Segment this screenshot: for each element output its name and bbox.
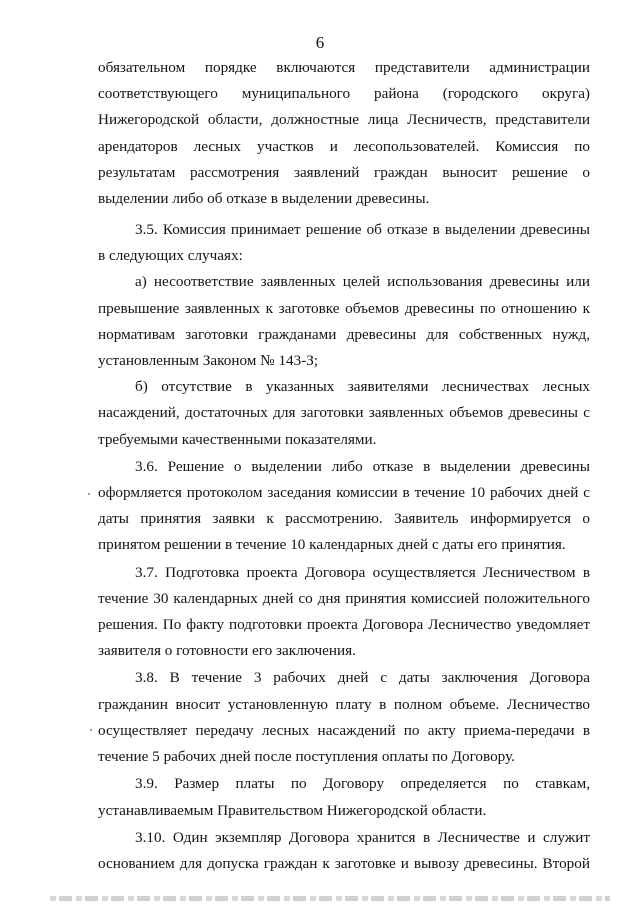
text-line: арендаторов лесных участков и лесопользователей. Комиссия по <box>98 137 590 155</box>
scan-speck <box>90 729 92 731</box>
text-line: основанием для допуска граждан к заготовке и вывозу древесины. Второй <box>98 854 590 872</box>
paragraph-3-7 <box>98 560 590 665</box>
text-line: требуемыми качественными показателями. <box>98 430 377 448</box>
text-line: решения. По факту подготовки проекта Договора Лесничество уведомляет <box>98 616 590 634</box>
text-line: превышение заявленных к заготовке объемов древесины по отношению к <box>98 299 590 317</box>
text-line: Нижегородской области, должностные лица Лесничеств, представители <box>98 111 590 129</box>
text-line: насаждений, достаточных для заготовки заявленных объемов древесины с <box>98 404 590 422</box>
paragraph-3-10 <box>98 825 590 877</box>
text-line: б) отсутствие в указанных заявителями лесничествах лесных <box>135 378 590 396</box>
list-item-b <box>98 374 590 453</box>
list-item-a <box>98 269 590 374</box>
text-line: соответствующего муниципального района (городского округа) <box>98 85 590 103</box>
text-line: 3.9. Размер платы по Договору определяется по ставкам, <box>135 775 590 793</box>
paragraph <box>98 55 590 212</box>
paragraph-3-9 <box>98 771 590 823</box>
text-line: результатам рассмотрения заявлений граждан выносит решение о <box>98 163 590 181</box>
text-line: обязательном порядке включаются представители администрации <box>98 59 590 76</box>
scan-edge-strip <box>50 896 610 901</box>
text-line: принятом решении в течение 10 календарных дней с даты его принятия. <box>98 536 566 554</box>
text-line: в следующих случаях: <box>98 247 243 265</box>
page-number: 6 <box>315 33 325 52</box>
text-line: гражданин вносит установленную плату в полном объеме. Лесничество <box>98 695 590 713</box>
paragraph-3-8 <box>98 665 590 770</box>
text-line: течение 5 рабочих дней после поступления оплаты по Договору. <box>98 748 515 766</box>
text-line: выделении либо об отказе в выделении древесины. <box>98 190 430 208</box>
text-line: 3.7. Подготовка проекта Договора осуществляется Лесничеством в <box>135 563 590 581</box>
text-line: течение 30 календарных дней со дня принятия комиссией положительного <box>98 589 590 607</box>
text-line: нормативам заготовки гражданами древесины для собственных нужд, <box>98 325 590 343</box>
text-line: а) несоответствие заявленных целей использования древесины или <box>135 273 590 291</box>
scan-speck <box>88 493 90 495</box>
text-line: 3.5. Комиссия принимает решение об отказе в выделении древесины <box>135 220 590 238</box>
text-line: 3.6. Решение о выделении либо отказе в выделении древесины <box>135 457 590 475</box>
paragraph-3-6 <box>98 454 590 559</box>
text-line: 3.8. В течение 3 рабочих дней с даты заключения Договора <box>135 669 590 687</box>
text-line: устанавливаемым Правительством Нижегородской области. <box>98 801 487 819</box>
text-line: установленным Законом № 143-З; <box>98 351 319 369</box>
text-line: заявителя о готовности его заключения. <box>98 642 356 660</box>
text-line: даты принятия заявки к рассмотрению. Заявитель информируется о <box>98 510 590 528</box>
text-line: 3.10. Один экземпляр Договора хранится в Лесничестве и служит <box>135 828 590 846</box>
text-line: осуществляет передачу лесных насаждений по акту приема-передачи в <box>98 721 590 739</box>
paragraph-3-5 <box>98 217 590 269</box>
text-line: оформляется протоколом заседания комиссии в течение 10 рабочих дней с <box>98 483 590 501</box>
